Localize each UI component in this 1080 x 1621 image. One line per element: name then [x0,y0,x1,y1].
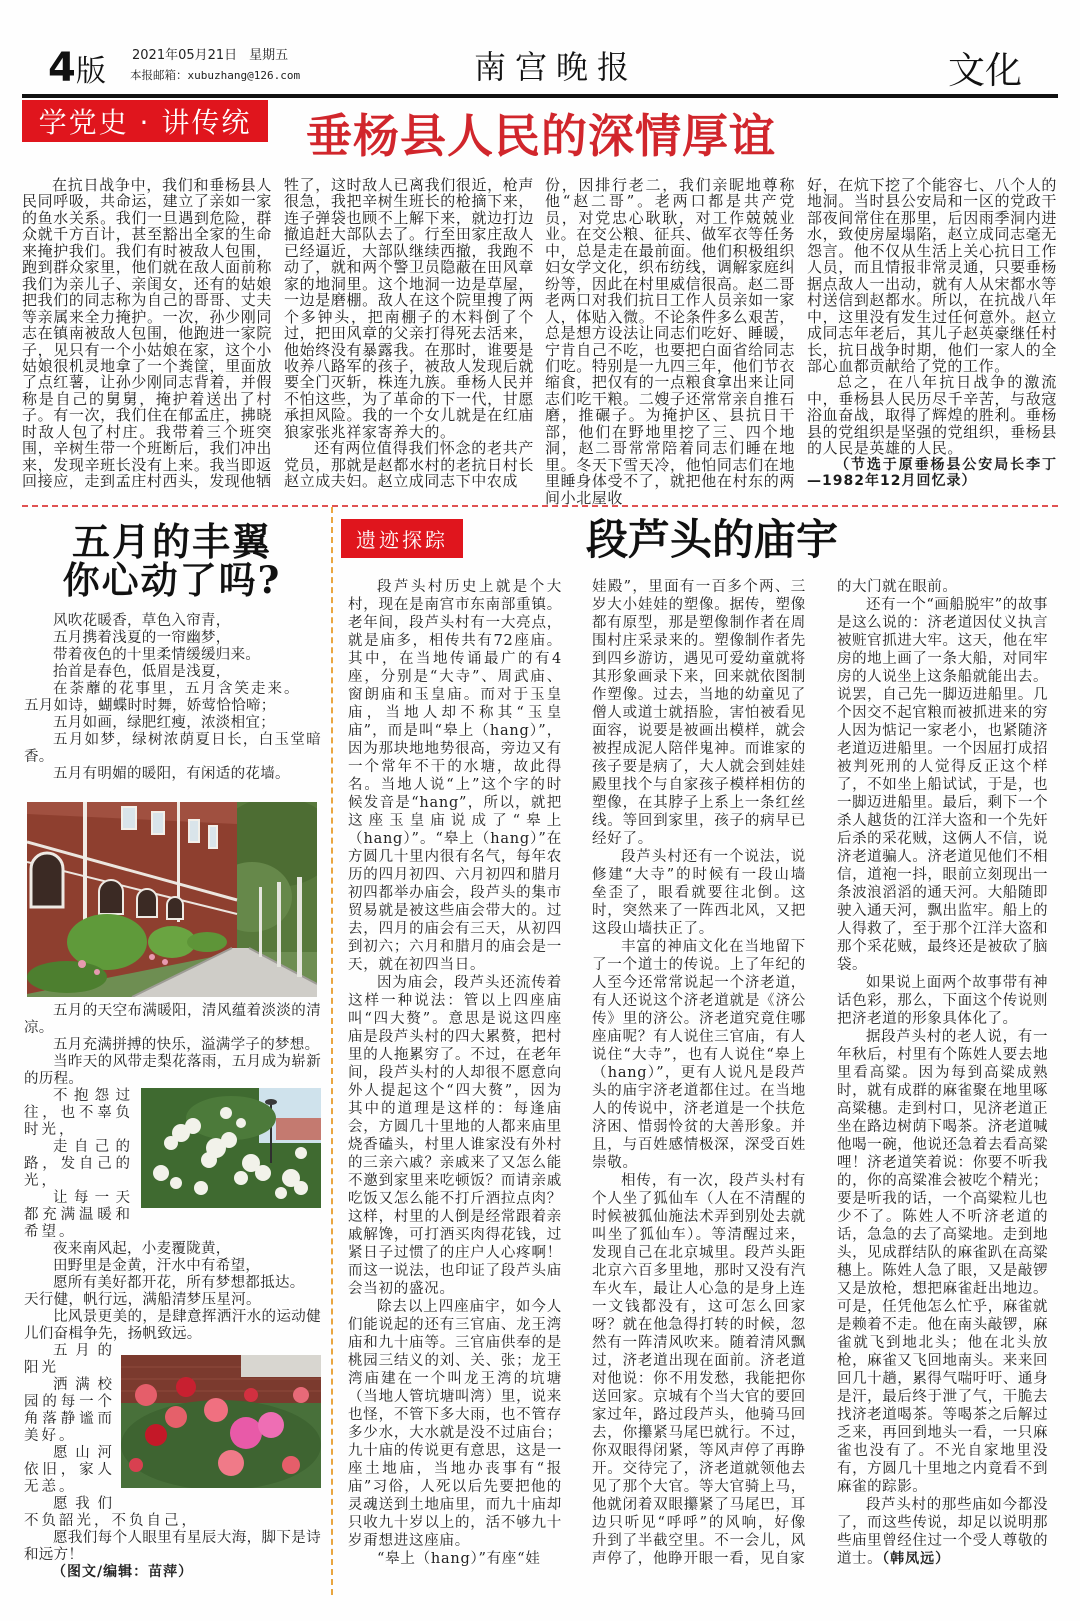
column-tag-party-history: 学党史 · 讲传统 [22,100,268,142]
page-number-suffix: 版 [75,54,106,89]
poem-line: 风吹花暖香，草色入帘青， [53,613,231,629]
section-name: 文化 [948,49,1022,92]
email-address: xubuzhang@126.com [187,69,301,82]
temple-article-column-2 [592,578,806,1568]
date-text: 2021年05月21日 [132,48,238,63]
paragraph: 还有两位值得我们怀念的老共产党员，那就是赵都水村的老抗日村长赵立成夫妇。赵立成同志下中农成 [284,439,534,491]
poem-line: 抬首是春色，低眉是浅夏， [53,664,231,680]
poem-line: 天行健，帆行远，满船清梦压星河。 [24,1292,261,1308]
email-label: 本报邮箱： [130,68,188,82]
poem-line: 夜来南风起，小麦覆陇黄， [53,1241,231,1257]
poem-line: 愿我们不负韶光，不负自己， [24,1496,199,1529]
section-divider-vertical [331,507,333,1595]
poem-body-part-1 [24,613,321,783]
poem-line: 当昨天的风带走梨花落雨，五月成为崭新的历程。 [24,1054,321,1087]
paragraph: “皋上（hang）”有座“娃 [377,1551,541,1567]
top-article-column-4 [807,177,1057,490]
paragraph: 如果说上面两个故事带有神话色彩，那么，下面这个传说则把济老道的形象具体化了。 [837,975,1048,1027]
paragraph: 除去以上四座庙宇，如今人们能说起的还有三官庙、龙王湾庙和九十庙等。三官庙供奉的是桃园三结义的刘、关、张；龙王湾庙建在一个叫龙王湾的坑塘（当地人管坑塘叫湾）里，说来也怪，不管下多大雨，也不管存多少水，大水就是没不过庙台；九十庙的传说更有意思，这是一座土地庙，当地办丧事有“报庙”习俗，人死以后先要把他的灵魂送到土地庙里，而九十庙却只收九十岁以上的，活不够九十岁甭想进这座庙。 [348,1299,562,1549]
paragraph: 段芦头村历史上就是个大村，现在是南宫市东南部重镇。老年间，段芦头村有一大亮点，就是庙多，相传共有72座庙。其中，在当地传诵最广的有4座，分别是“大寺”、周武庙、窗朗庙和玉皇庙。而对于玉皇庙，当地人却不称其“玉皇庙”，而是叫“皋上（hang）”，因为那块地地势很高，旁边又有一个常年不干的水塘，故此得名。当地人说“上”这个字的时候发音是“hang”，所以，就把这座玉皇庙说成了“皋上（hang）”。“皋上（hang）”在方圆几十里内很有名气，每年农历的四月初四、六月初四和腊月初四都举办庙会，段芦头的集市贸易就是被这些庙会带大的。过去，四月的庙会有三天，从初四到初六；六月和腊月的庙会是一天，就在初四当日。 [348,579,562,973]
paragraph: 牲了，这时敌人已离我们很近，枪声很急，我把辛树生班长的枪摘下来，连子弹袋也顾不上解下来，就边打边撤追赶大部队去了。行至田家庄敌人已经逼近，大部队继续西撤，我跑不动了，就和两个警卫员隐蔽在田风章家的地洞里。这个地洞一边是草屋，一边是磨棚。敌人在这个院里搜了两个多钟头，把南棚子的木料倒了个过，把田风章的父亲打得死去活来，他始终没有暴露我。在那时，谁要是收养八路军的孩子，被敌人发现后就要全门灭斩，株连九族。垂杨人民并不怕这些，为了革命的下一代，甘愿承担风险。我的一个女儿就是在红庙狼家张兆祥家寄养大的。 [284,176,534,441]
article-source-note: （节选于原垂杨县公安局长李丁—1982年12月回忆录） [807,456,1057,490]
top-article-column-2 [284,177,534,490]
paragraph: 好，在炕下挖了个能容七、八个人的地洞。当时县公安局和一区的党政干部夜间常住在那里，后因雨季洞内进水，致使房屋塌陷，赵立成同志毫无怨言。他不仅从生活上关心抗日工作人员，而且情报非常灵通，只要垂杨据点敌人一出动，就有人从宋都水等村送信到赵都水。所以，在抗战八年中，这里没有发生过任何意外。赵立成同志年老后，其儿子赵英豪继任村长，抗日战争时期，他们一家人的全部心血都贡献给了党的工作。 [807,176,1057,375]
paragraph-text: 段芦头村的那些庙如今都没了，而这些传说，却足以说明那些庙里曾经住过一个受人尊敬的道士。 [837,1497,1048,1567]
section-divider-horizontal [22,505,1058,507]
paragraph: 因为庙会，段芦头还流传着这样一种说法：管以上四座庙叫“四大赘”。意思是说这四座庙是段芦头村的四大累赘，把村里的人拖累穷了。不过，在老年间，段芦头村的人却很不愿意向外人提起这个“四大赘”，因为其中的道理是这样的：每逢庙会，方圆几十里地的人都来庙里烧香磕头，村里人谁家没有外村的三亲六戚？亲戚来了又怎么能不邀到家里来吃顿饭？而请亲戚吃饭又怎么能不打斤酒拉点肉？这样，村里的人倒是经常跟着亲戚解馋，可打酒买肉得花钱，过紧日子过惯了的庄户人心疼啊！而这一说法，也印证了段芦头庙会当初的盛况。 [348,975,562,1297]
poem-credit: （图文/编辑：苗萍） [52,1564,194,1580]
paragraph: 总之，在八年抗日战争的激流中，垂杨县人民历尽千辛苦，与敌寇浴血奋战，取得了辉煌的胜利。垂杨县的党组织是坚强的党组织，垂杨县的人民是英雄的人民。 [807,373,1057,458]
top-article-column-3 [545,177,795,506]
poem-line: 五月如诗，蝴蝶时时舞，娇莺恰恰啼； [24,698,276,714]
page-number-digit: 4 [48,45,76,91]
poem-line: 不抱怨过往，也不辜负时光， [24,1088,133,1138]
poem-line: 五月的阳光 [24,1343,115,1376]
temple-article-column-1 [348,578,562,1568]
poem-line: 五月的天空布满暖阳，清风蕴着淡淡的清凉。 [24,1003,321,1036]
paragraph: 份，因排行老二，我们亲昵地尊称他“赵二哥”。老两口都是共产党员，对党忠心耿耿，对工作兢兢业业。在交公粮、征兵、做军衣等任务中，总是走在最前面。他们积极组织妇女学文化，织布纺线，调解家庭纠纷等，因此在村里威信很高。赵二哥老两口对我们抗日工作人员亲如一家人，体贴入微。不论条件多么艰苦，总是想方设法让同志们吃好、睡暖，宁肯自己不吃，也要把白面省给同志们吃。特别是一九四三年，他们节衣缩食，把仅有的一点粮食拿出来让同志们吃干粮。二嫂子还常常亲自推石磨，推碾子。为掩护区、县抗日干部，他们在野地里挖了三、四个地洞，赵二哥常常陪着同志们睡在地里。冬天下雪天冷，他怕同志们在地里睡身体受不了，就把他在村东的两间小北屋收 [545,176,795,507]
photo-roses [121,1355,321,1488]
issue-date [132,48,288,64]
paragraph: 丰富的神庙文化在当地留下了一个道士的传说。上了年纪的人至今还常常说起一个济老道，有人还说这个济老道就是《济公传》里的济公。济老道究竟住哪座庙呢？有人说住三官庙，有人说住“大寺”，也有人说住“皋上（hang）”，更有人说凡是段芦头的庙宇济老道都住过。在当地人的传说中，济老道是一个扶危济困、惜弱怜贫的大善形象。并且，与百姓感情极深，深受百姓崇敬。 [592,939,806,1171]
poem-title-line-2: 你心动了吗? [62,558,282,602]
column-tag-heritage: 遗迹探踪 [341,519,463,558]
header-rule [22,94,1058,98]
paragraph: 段芦头村还有一个说法，说修建“大寺”的时候有一段山墙垒歪了，眼看就要往北倒。这时，突然来了一阵西北风，又把这段山墙扶正了。 [592,849,806,937]
poem-line: 洒满校园的每一个角落静谧而美好。 [24,1377,115,1444]
article-author: （韩凤远） [882,1551,951,1567]
campus-street-image [27,802,317,997]
poem-line: 让每一天都充满温暖和希望。 [24,1190,133,1240]
poem-line: 带着夜色的十里柔情缓缓归来。 [53,647,261,663]
poem-line: 愿山河依旧，家人无恙。 [24,1445,115,1495]
paragraph: 的大门就在眼前。 [837,579,958,595]
poem-line: 五月如画，绿肥红瘦，浓淡相宜； [53,715,275,731]
poem-line: 田野里是金黄，汗水中有希望， [53,1258,261,1274]
poem-line: 走自己的路，发自己的光， [24,1139,133,1189]
poem-line: 愿我们每个人眼里有星辰大海，脚下是诗和远方！ [24,1530,321,1563]
poem-line: 比风景更美的，是肆意挥洒汗水的运动健儿们奋楫争先，扬帆致远。 [24,1309,321,1342]
top-article-title: 垂杨县人民的深情厚谊 [306,109,776,163]
temple-article-column-3 [837,578,1048,1568]
paragraph: 还有一个“画船脱牢”的故事是这么说的：济老道因仗义执言被赃官抓进大牢。这天，他在牢房的地上画了一条大船，对同牢房的人说坐上这条船就能出去。说罢，自己先一脚迈进船里。几个因交不起官粮而被抓进来的穷人因为惦记一家老小，也紧随济老道迈进船里。一个因屈打成招被判死刑的人觉得反正这个样了，不如坐上船试试，于是，也一脚迈进船里。最后，剩下一个杀人越货的江洋大盗和一个先奸后杀的采花贼，这俩人不信，说济老道骗人。济老道见他们不相信，道袍一抖，眼前立刻现出一条波浪滔滔的通天河。大船随即驶入通天河，飘出监牢。船上的人得救了，至于那个江洋大盗和那个采花贼，最终还是被砍了脑袋。 [837,597,1048,973]
poem-title-line-1: 五月的丰翼 [71,519,272,564]
paragraph: 相传，有一次，段芦头村有个人坐了狐仙车（人在不清醒的时候被狐仙施法术弄到别处去就叫坐了狐仙车）。等清醒过来，发现自己在北京城里。段芦头距北京六百多里地，那时又没有汽车火车，最让人心急的是身上连一文钱都没有，这可怎么回家呀？就在他急得打转的时候，忽然有一阵清风吹来。随着清风飘过，济老道出现在面前。济老道对他说：你不用发愁，我能把你送回家。京城有个当大官的要回家过年，路过段芦头，他骑马回去，你攥紧马尾巴就行。不过，你双眼得闭紧，等风声停了再睁开。交待完了，济老道就领他去见了那个大官。等大官骑上马，他就闭着双眼攥紧了马尾巴，耳边只听见“呼呼”的风响，好像升到了半截空里。不一会儿，风声停了，他睁开眼一看，见自家 [592,1173,806,1567]
photo-campus-street [27,802,317,997]
poem-line: 五月如梦，绿树浓荫夏日长，白玉堂暗香。 [24,732,321,765]
weekday-text: 星期五 [249,48,289,63]
top-article-column-1 [22,177,272,490]
poem-line: 愿所有美好都开花，所有梦想都抵达。 [53,1275,305,1291]
poem-body-part-2 [24,1003,321,1581]
poem-line: 五月有明媚的暖阳，有闲适的花墙。 [53,766,290,782]
page-number [48,46,106,98]
paragraph [837,1496,1048,1568]
poem-line: 在荼蘼的花事里，五月含笑走来。 [53,681,301,697]
roses-image [121,1355,321,1488]
paragraph: 据段芦头村的老人说，有一年秋后，村里有个陈姓人要去地里看高粱。因为每到高粱成熟时，就有成群的麻雀聚在地里啄高粱穗。走到村口，见济老道正坐在路边树荫下喝茶。济老道喊他喝一碗，他说还急着去看高粱哩！济老道笑着说：你要不听我的，你的高粱准会被吃个精光；要是听我的话，一个高粱粒儿也少不了。陈姓人不听济老道的话，急急的去了高粱地。走到地头，见成群结队的麻雀趴在高粱穗上。陈姓人急了眼，又是敲锣又是放枪，想把麻雀赶出地边。可是，任凭他怎么忙乎，麻雀就是赖着不走。他在南头敲锣，麻雀就飞到地北头；他在北头放枪，麻雀又飞回地南头。来来回回几十趟，累得气喘吁吁、通身是汗，最后终于泄了气，干脆去找济老道喝茶。等喝茶之后解过乏来，再回到地头一看，一只麻雀也没有了。不光自家地里没有，方圆几十里地之内竟看不到麻雀的踪影。 [837,1029,1048,1495]
poem-line: 五月充满拼搏的快乐，溢满学子的梦想。 [53,1037,320,1053]
poem-line: 五月携着浅夏的一帘幽梦， [53,630,231,646]
temple-article-title: 段芦头的庙宇 [586,515,839,564]
photo-white-flowers [141,1088,321,1208]
white-flowers-image [141,1088,321,1208]
paragraph: 在抗日战争中，我们和垂杨县人民同呼吸，共命运，建立了亲如一家的鱼水关系。我们一旦遇到危险，群众就千方百计，甚至豁出全家的生命来掩护我们。我们有时被敌人包围，跑到群众家里，他们就在敌人面前称我们为亲儿子、亲闺女，还有的姑娘把我们的同志称为自己的哥哥、丈夫等亲属来全力掩护。一次，孙少刚同志在镇南被敌人包围，他跑进一家院子，见只有一个小姑娘在家，这个小姑娘很机灵地拿了一个粪筐，里面放了点红薯，让孙少刚同志背着，并假称是自己的舅舅，掩护着送出了村子。有一次，我们住在郁孟庄，拂晓时敌人包了村庄。我带着三个班突围，辛树生带一个班断后，我们冲出来，发现辛班长没有上来。我当即返回接应，走到孟庄村西头，发现他牺 [22,176,272,491]
newsroom-email [130,68,300,83]
masthead: 南宫晚报 [474,48,639,86]
paragraph: 娃殿”，里面有一百多个两、三岁大小娃娃的塑像。据传，塑像都有原型，那是塑像制作者在周围村庄采录来的。塑像制作者先到四乡游访，遇见可爱幼童就将其形象画录下来，回来就依图制作塑像。过去，当地的幼童见了僧人或道士就捂脸，害怕被看见面容，说要是被画出模样，就会被捏成泥人陪伴鬼神。而谁家的孩子要是病了，大人就会到娃娃殿里找个与自家孩子模样相仿的塑像，在其脖子上系上一条红丝线。等回到家里，孩子的病早已经好了。 [592,579,806,847]
